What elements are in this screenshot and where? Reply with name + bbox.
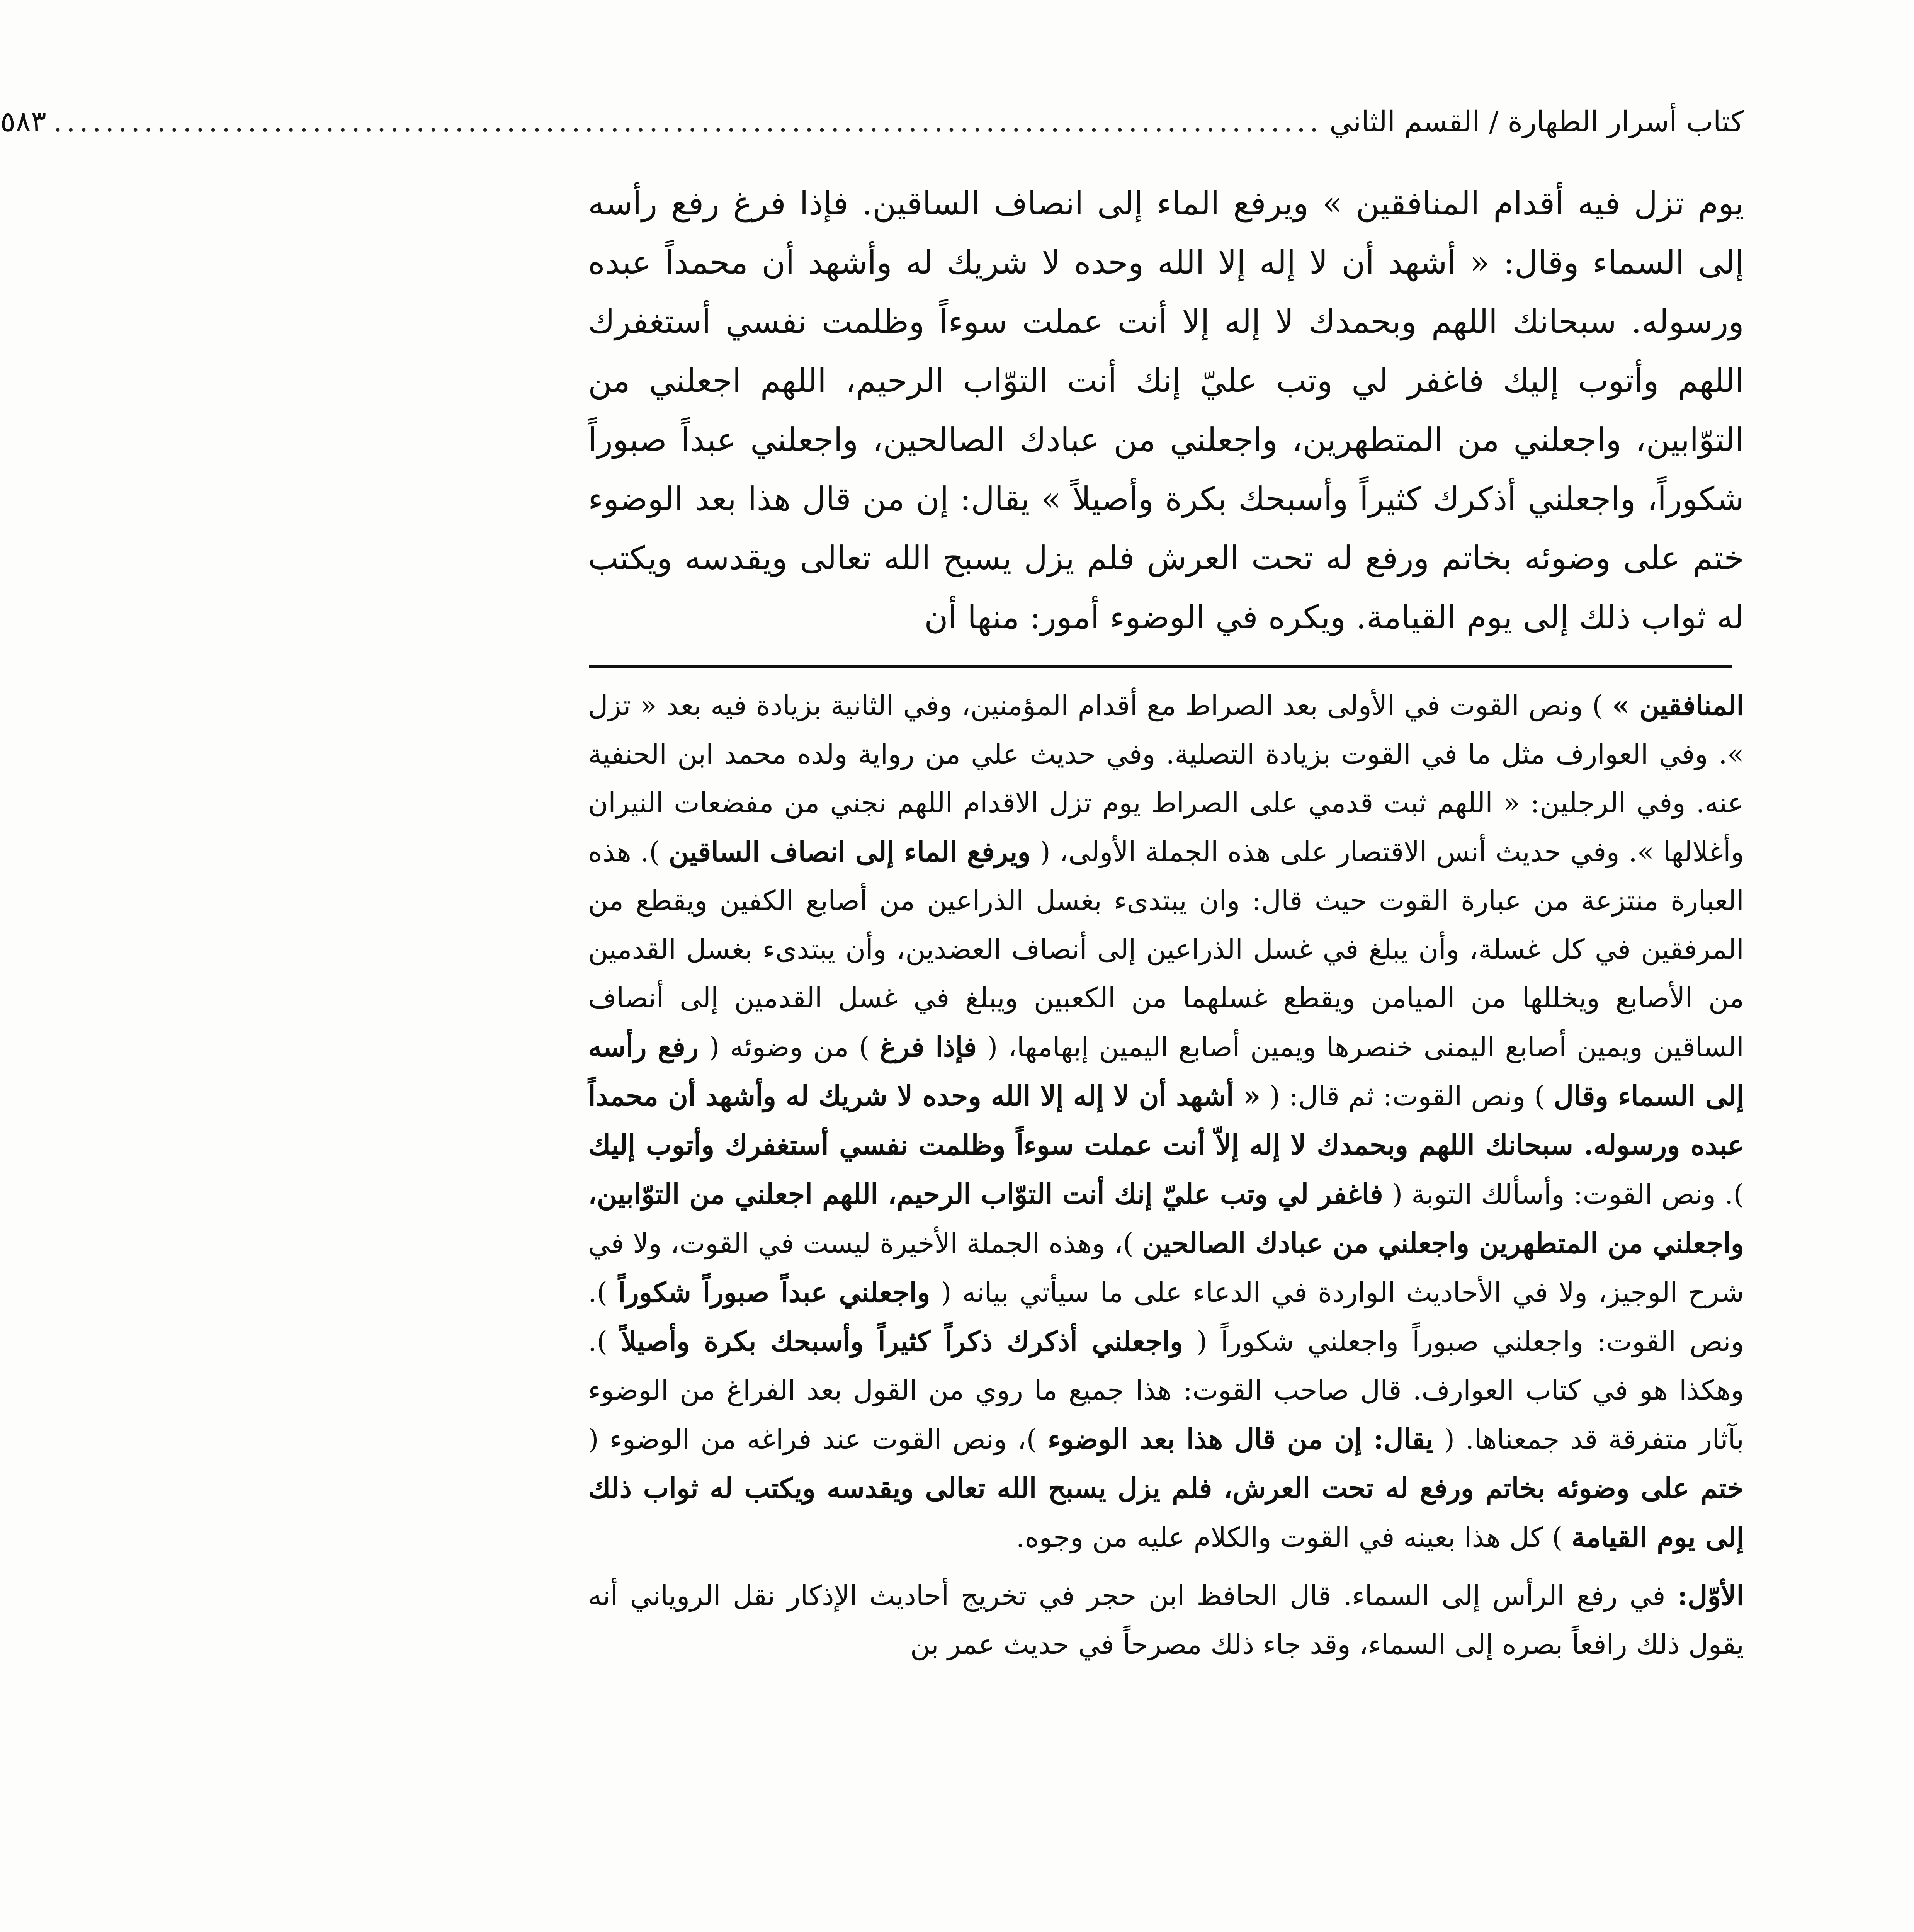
quoted-text: يقال: إن من قال هذا بعد الوضوء xyxy=(1047,1423,1434,1455)
commentary-text: ) ونص القوت: ثم قال: ( xyxy=(1269,1080,1545,1112)
quoted-text: المنافقين » xyxy=(1612,689,1744,721)
quoted-text: فإذا فرغ xyxy=(880,1031,977,1063)
quoted-text: واجعلني أذكرك ذكراً كثيراً وأسبحك بكرة وأصيلاً xyxy=(621,1325,1183,1357)
section-label: الأوّل: xyxy=(1677,1579,1744,1612)
quoted-text: رفع رأسه إلى السماء وقال xyxy=(588,1031,1744,1112)
paragraph-gap xyxy=(588,1562,1744,1571)
running-head xyxy=(0,100,1744,158)
quoted-text: ختم على وضوئه بخاتم ورفع له تحت العرش، فلم يزل يسبح الله تعالى ويقدسه ويكتب له ثواب ذلك إلى يوم القيامة xyxy=(588,1472,1744,1553)
commentary-text: في رفع الرأس إلى السماء. قال الحافظ ابن حجر في تخريج أحاديث الإذكار نقل الروياني أنه يقول ذلك رافعاً بصره إلى السماء، وقد جاء ذلك مصرحاً في حديث عمر بن xyxy=(588,1580,1744,1660)
commentary-text: ) ونص القوت في الأولى بعد الصراط مع أقدام المؤمنين، وفي الثانية بزيادة فيه بعد « تزل ». وفي العوارف مثل ما في القوت بزيادة التصلية. وفي حديث علي من رواية ولده محمد ابن الحنفية عنه. وفي الرجلين: « اللهم ثبت قدمي على الصراط يوم تزل الاقدام اللهم نجني من مفضعات النيران وأغلالها ». وفي حديث أنس الاقتصار على هذه الجملة الأولى، ( xyxy=(588,689,1744,868)
commentary-paragraph-1 xyxy=(588,681,1744,1562)
leader-dots: .................................................................................................. xyxy=(53,105,1322,138)
commentary-text: ) كل هذا بعينه في القوت والكلام عليه من وجوه. xyxy=(1016,1521,1563,1553)
quoted-text: فاغفر لي وتب عليّ إنك أنت التوّاب الرحيم، اللهم اجعلني من التوّابين، واجعلني من المتطهرين واجعلني من عبادك الصالحين xyxy=(588,1178,1744,1259)
page-number: ٥٨٣ xyxy=(0,105,46,138)
quoted-text: واجعلني عبداً صبوراً شكوراً xyxy=(618,1276,930,1308)
commentary-text: ). هذه العبارة منتزعة من عبارة القوت حيث قال: وان يبتدىء بغسل الذراعين من أصابع الكفين ويقطع من المرفقين في كل غسلة، وأن يبلغ في غسل الذراعين إلى أنصاف العضدين، وأن يبتدىء بغسل القدمين من الأصابع ويخللها من الميامن ويقطع غسلهما من الكعبين ويبلغ في غسل القدمين إلى أنصاف الساقين ويمين أصابع اليمنى خنصرها ويمين أصابع اليمين إبهامها، ( xyxy=(588,836,1744,1063)
quoted-text: ويرفع الماء إلى انصاف الساقين xyxy=(668,835,1031,868)
commentary xyxy=(588,681,1744,1669)
footnote-separator xyxy=(589,665,1732,668)
commentary-text: ). ونص القوت: واجعلني صبوراً واجعلني شكوراً ( xyxy=(588,1276,1744,1357)
commentary-paragraph-2 xyxy=(588,1571,1744,1669)
running-head-title: كتاب أسرار الطهارة / القسم الثاني xyxy=(1329,105,1744,138)
quoted-text: « أشهد أن لا إله إلا الله وحده لا شريك له وأشهد أن محمداً عبده ورسوله. سبحانك اللهم وبحمدك لا إله إلاّ أنت عملت سوءاً وظلمت نفسي أستغفرك وأتوب إليك xyxy=(588,1080,1744,1161)
commentary-text: ). وهكذا هو في كتاب العوارف. قال صاحب القوت: هذا جميع ما روي من القول بعد الفراغ من الوضوء بآثار متفرقة قد جمعناها. ( xyxy=(588,1325,1744,1455)
commentary-text: ) من وضوئه ( xyxy=(709,1031,870,1063)
commentary-text: )، وهذه الجملة الأخيرة ليست في القوت، ولا في شرح الوجيز، ولا في الأحاديث الواردة في الدعاء على ما سيأتي بيانه ( xyxy=(588,1227,1744,1308)
main-text: يوم تزل فيه أقدام المنافقين » ويرفع الماء إلى انصاف الساقين. فإذا فرغ رفع رأسه إلى السماء وقال: « أشهد أن لا إله إلا الله وحده لا شريك له وأشهد أن محمداً عبده ورسوله. سبحانك اللهم وبحمدك لا إله إلا أنت عملت سوءاً وظلمت نفسي أستغفرك اللهم وأتوب إليك فاغفر لي وتب عليّ إنك أنت التوّاب الرحيم، اللهم اجعلني من التوّابين، واجعلني من المتطهرين، واجعلني من عبادك الصالحين، واجعلني عبداً صبوراً شكوراً، واجعلني أذكرك كثيراً وأسبحك بكرة وأصيلاً » يقال: إن من قال هذا بعد الوضوء ختم على وضوئه بخاتم ورفع له تحت العرش فلم يزل يسبح الله تعالى ويقدسه ويكتب له ثواب ذلك إلى يوم القيامة. ويكره في الوضوء أمور: منها أن xyxy=(588,184,1744,636)
commentary-text: )، ونص القوت عند فراغه من الوضوء ( xyxy=(588,1423,1037,1455)
commentary-text: ). ونص القوت: وأسألك التوبة ( xyxy=(1392,1178,1744,1210)
